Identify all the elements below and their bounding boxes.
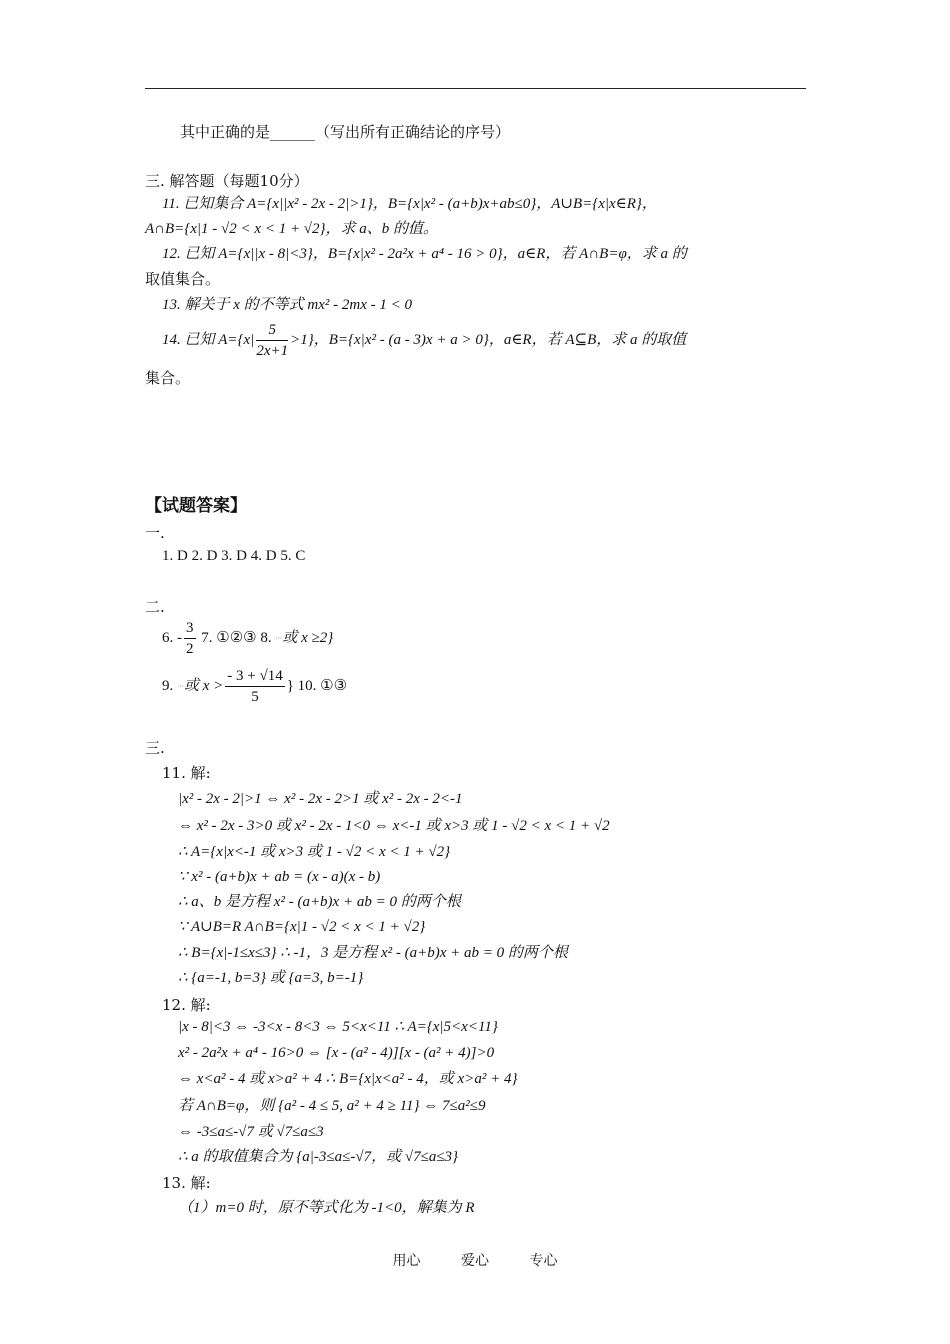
solution-12-step5: ⇔ -3≤a≤-√7 或 √7≤a≤3 [178, 1124, 324, 1140]
solution-12-step3: ⇔ x<a² - 4 或 x>a² + 4 ∴ B={x|x<a² - 4，或 x>a² + 4} [178, 1071, 518, 1087]
solution-11-step4: ∵ x² - (a+b)x + ab = (x - a)(x - b) [178, 869, 381, 885]
q14-numerator: 5 [256, 321, 288, 341]
ans9-faded-placeholder: ⋯ [177, 682, 184, 691]
footer-item-1: 用心 [392, 1253, 421, 1269]
header-rule [145, 88, 806, 89]
ans9-prefix: 9. [162, 678, 174, 694]
footer-item-3: 专心 [529, 1253, 558, 1269]
q14-suffix: >1}，B={x|x² - (a - 3)x + a > 0}，a∈R，若 A⊆B，求 a 的取值 [290, 332, 687, 348]
fill-in-tail: 其中正确的是______（写出所有正确结论的序号） [180, 123, 511, 141]
question-14-line2: 集合。 [145, 369, 191, 387]
solution-11-step7: ∴ B={x|-1≤x≤3} ∴ -1，3 是方程 x² - (a+b)x + ab = 0 的两个根 [178, 945, 568, 961]
q14-fraction [256, 321, 288, 360]
page-footer [0, 1250, 950, 1270]
solution-11-step3: ∴ A={x|x<-1 或 x>3 或 1 - √2 < x < 1 + √2} [178, 844, 451, 860]
q14-prefix: 14. 已知 A={x| [162, 332, 255, 348]
solution-11-step5: ∴ a、b 是方程 x² - (a+b)x + ab = 0 的两个根 [178, 894, 461, 910]
solution-12-title: 12. 解: [162, 996, 211, 1014]
ans6-numerator: 3 [184, 619, 196, 639]
answers-1-5: 1. D 2. D 3. D 4. D 5. C [162, 548, 306, 564]
ans9-numerator: - 3 + √14 [225, 667, 284, 687]
ans6-denominator: 2 [186, 641, 194, 658]
solution-13-title: 13. 解: [162, 1174, 211, 1192]
answers-title: 【试题答案】 [145, 496, 247, 516]
section3-title: 三. 解答题（每题10分） [145, 172, 309, 190]
solution-11-title: 11. 解: [162, 764, 211, 782]
ans9-fraction [225, 667, 284, 706]
ans8-tail: 或 x ≥2} [282, 630, 334, 646]
solution-11-step8: ∴ {a=-1, b=3} 或 {a=3, b=-1} [178, 970, 364, 986]
question-11-line1: 11. 已知集合 A={x||x² - 2x - 2|>1}，B={x|x² - (a+b)x+ab≤0}，A∪B={x|x∈R}， [162, 196, 657, 212]
solution-12-step4: 若 A∩B=φ，则 {a² - 4 ≤ 5, a² + 4 ≥ 11} ⇔ 7≤a²≤9 [178, 1098, 486, 1114]
solution-11-step2: ⇔ x² - 2x - 3>0 或 x² - 2x - 1<0 ⇔ x<-1 或 x>3 或 1 - √2 < x < 1 + √2 [178, 818, 610, 834]
q14-denominator: 2x+1 [256, 343, 289, 360]
ans6-fraction [184, 619, 196, 658]
solution-11-step1: |x² - 2x - 2|>1 ⇔ x² - 2x - 2>1 或 x² - 2x - 2<-1 [178, 791, 463, 807]
ans9-suffix: } 10. ①③ [286, 678, 348, 694]
ans7: 7. ①②③ 8. [201, 630, 272, 646]
solution-13-step1: （1）m=0 时，原不等式化为 -1<0，解集为 R [178, 1200, 475, 1216]
ans9-denominator: 5 [251, 689, 259, 706]
answers-9-10 [162, 664, 347, 709]
solution-12-step1: |x - 8|<3 ⇔ -3<x - 8<3 ⇔ 5<x<11 ∴ A={x|5<x<11} [178, 1019, 498, 1035]
question-11-line2: A∩B={x|1 - √2 < x < 1 + √2}，求 a、b 的值。 [145, 221, 439, 237]
ans6-prefix: 6. - [162, 630, 182, 646]
solution-11-step6: ∵ A∪B=R A∩B={x|1 - √2 < x < 1 + √2} [178, 919, 426, 935]
question-13: 13. 解关于 x 的不等式 mx² - 2mx - 1 < 0 [162, 297, 412, 313]
question-14-line1 [162, 320, 686, 360]
section2-label: 二. [145, 598, 165, 616]
section1-label: 一. [145, 524, 165, 542]
answers-6-8 [162, 618, 333, 659]
question-12-line2: 取值集合。 [145, 270, 221, 288]
footer-item-2: 爱心 [461, 1253, 489, 1269]
question-12-line1: 12. 已知 A={x||x - 8|<3}，B={x|x² - 2a²x + a⁴ - 16 > 0}，a∈R，若 A∩B=φ，求 a 的 [162, 246, 687, 262]
ans8-faded-placeholder: ⋯ [275, 634, 283, 643]
solution-12-step2: x² - 2a²x + a⁴ - 16>0 ⇔ [x - (a² - 4)][x - (a² + 4)]>0 [178, 1045, 495, 1061]
ans9-mid: 或 x > [184, 678, 224, 694]
solution-12-step6: ∴ a 的取值集合为 {a|-3≤a≤-√7，或 √7≤a≤3} [178, 1149, 459, 1165]
section3-label: 三. [145, 739, 165, 757]
